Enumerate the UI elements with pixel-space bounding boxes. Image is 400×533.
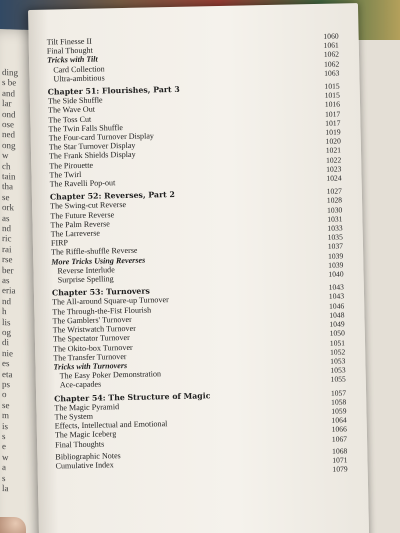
facing-page-text-fragment: ned bbox=[2, 129, 15, 140]
toc-page-number: 1039 bbox=[327, 251, 344, 261]
toc-entry-title: The Four-card Turnover Display bbox=[48, 131, 155, 143]
toc-page-number: 1048 bbox=[329, 310, 345, 320]
toc-entry-title: Effects, Intellectual and Emotional bbox=[54, 419, 168, 431]
thumb bbox=[0, 517, 26, 533]
toc-page-number: 1058 bbox=[330, 397, 347, 407]
toc-page-number: 1028 bbox=[326, 195, 343, 206]
facing-page-text-fragment: se bbox=[2, 399, 10, 411]
toc-entry-title: Tricks with Turnovers bbox=[53, 360, 128, 372]
toc-page-number: 1033 bbox=[327, 223, 343, 233]
facing-page-text-fragment: s bbox=[2, 431, 6, 442]
facing-page-text-fragment: rai bbox=[2, 243, 12, 255]
facing-page-text-fragment: rse bbox=[2, 254, 13, 265]
toc-entry-title: Card Collection bbox=[53, 64, 105, 75]
facing-page-text-fragment: s be bbox=[2, 77, 17, 88]
facing-page-text-fragment: as bbox=[2, 212, 10, 223]
toc-page-number: 1027 bbox=[326, 186, 342, 197]
facing-page-text-fragment: h bbox=[2, 306, 7, 317]
toc-entry-title: The Gamblers' Turnover bbox=[52, 314, 132, 326]
toc-entry-title: Final Thought bbox=[46, 45, 93, 56]
facing-page-text-fragment: ork bbox=[2, 202, 14, 213]
facing-page-text-fragment: ond bbox=[2, 108, 16, 120]
toc-page-number: 1068 bbox=[332, 446, 348, 456]
facing-page-text-fragment: nd bbox=[2, 223, 11, 234]
toc-entry-title: FIRP bbox=[50, 238, 69, 248]
toc-page-number: 1030 bbox=[326, 205, 343, 215]
toc-page-number: 1061 bbox=[323, 40, 339, 51]
toc-entry-title: The Toss Cut bbox=[48, 114, 92, 125]
toc-page-number: 1064 bbox=[331, 415, 347, 425]
facing-page-text-fragment: di bbox=[2, 337, 10, 348]
toc-page-number: 1019 bbox=[325, 127, 341, 137]
facing-page-text-fragment: lar bbox=[2, 98, 12, 109]
facing-page-text-fragment: ps bbox=[2, 379, 11, 390]
toc-page-number: 1021 bbox=[325, 145, 342, 156]
toc-entry-title: The Pirouette bbox=[49, 160, 94, 171]
facing-page-text-fragment: nie bbox=[2, 347, 13, 359]
toc-page-number: 1049 bbox=[329, 319, 345, 329]
toc-page-number: 1050 bbox=[329, 328, 345, 339]
toc-page-number: 1062 bbox=[323, 49, 340, 60]
toc-entry-title: Reverse Interlude bbox=[57, 265, 115, 276]
toc-page-number: 1062 bbox=[323, 59, 340, 69]
toc-page-number: 1067 bbox=[331, 433, 348, 444]
toc-entry-title: More Tricks Using Reverses bbox=[51, 255, 146, 267]
toc-entry-title: Tricks with Tilt bbox=[46, 54, 98, 66]
toc-page-number: 1043 bbox=[328, 291, 345, 302]
facing-page-text-fragment: es bbox=[2, 358, 10, 369]
facing-page-text-fragment: nd bbox=[2, 295, 11, 307]
toc-page-number: 1040 bbox=[328, 269, 344, 279]
facing-page-text-fragment: ong bbox=[2, 139, 16, 151]
toc-entry-title: The Wave Out bbox=[48, 105, 96, 116]
toc-entry-title: The Spectator Turnover bbox=[52, 333, 130, 344]
facing-page-text-fragment: ch bbox=[2, 160, 11, 171]
toc-entry-title: Ultra-ambitious bbox=[53, 73, 105, 84]
toc-entry-title: The Riffle-shuffle Reverse bbox=[50, 246, 138, 258]
toc-entry-title: The Transfer Turnover bbox=[53, 351, 127, 363]
toc-entry-title: Tilt Finesse II bbox=[46, 36, 92, 47]
facing-page-text-fragment: og bbox=[2, 327, 11, 338]
toc-entry-title: Cumulative Index bbox=[55, 460, 114, 471]
facing-page-text-fragment: o bbox=[2, 389, 7, 400]
toc-page-number: 1039 bbox=[328, 260, 344, 270]
toc-page-number: 1055 bbox=[330, 374, 346, 385]
toc-entry-title: The Ravelli Pop-out bbox=[49, 178, 116, 189]
toc-page-number: 1016 bbox=[324, 99, 341, 110]
toc-page-number: 1043 bbox=[328, 282, 344, 293]
toc-page-number: 1053 bbox=[330, 356, 346, 366]
toc-entry-title: Surprise Spelling bbox=[57, 274, 114, 285]
toc-entry-title: The Frank Shields Display bbox=[48, 150, 136, 162]
toc-page-number: 1053 bbox=[330, 365, 346, 375]
toc-entry-title: The Future Reverse bbox=[50, 209, 115, 221]
toc-page-number: 1015 bbox=[324, 81, 340, 91]
toc-entry-title: The Twin Falls Shuffle bbox=[48, 122, 124, 134]
toc-page-number: 1037 bbox=[327, 241, 344, 252]
toc-entry-title: Chapter 53: Turnovers bbox=[51, 286, 150, 298]
toc-entry-title: The Swing-cut Reverse bbox=[50, 200, 127, 212]
toc-page-number: 1052 bbox=[329, 347, 346, 357]
book-page bbox=[28, 3, 369, 533]
facing-page-text-fragment: ric bbox=[2, 233, 12, 244]
toc-entry-title: The Wristwatch Turnover bbox=[52, 323, 136, 335]
toc-entry-title: Chapter 54: The Structure of Magic bbox=[54, 390, 211, 404]
facing-page-text-fragment: tha bbox=[2, 181, 13, 192]
facing-page-text-fragment: la bbox=[2, 483, 9, 494]
facing-page-text-fragment: eta bbox=[2, 368, 13, 379]
toc-page-number: 1023 bbox=[326, 164, 342, 174]
facing-page-text-fragment: ber bbox=[2, 264, 14, 276]
facing-page-text-fragment: lis bbox=[2, 316, 11, 327]
toc-page-number: 1051 bbox=[329, 337, 346, 348]
toc-page-number: 1017 bbox=[325, 118, 341, 128]
toc-entry-title: The Star Turnover Display bbox=[48, 141, 136, 152]
facing-page-text-fragment: s bbox=[2, 472, 6, 483]
toc-page-number: 1060 bbox=[323, 31, 339, 41]
toc-page-number: 1071 bbox=[332, 455, 348, 465]
toc-page-number: 1059 bbox=[331, 406, 347, 416]
toc-entry-title: The Larreverse bbox=[50, 228, 100, 239]
facing-page-text-fragment: m bbox=[2, 410, 10, 421]
toc-entry-title: Ace-capades bbox=[59, 379, 102, 390]
toc-page-number: 1046 bbox=[328, 301, 345, 311]
toc-entry-title: Final Thoughts bbox=[55, 439, 105, 450]
toc-page-number: 1079 bbox=[332, 464, 348, 474]
toc-entry-title: Chapter 51: Flourishes, Part 3 bbox=[47, 84, 180, 97]
facing-page-text-fragment: eria bbox=[2, 285, 16, 296]
toc-entry-title: Bibliographic Notes bbox=[55, 450, 121, 462]
toc-entry-title: The All-around Square-up Turnover bbox=[52, 295, 169, 308]
facing-page-text-fragment: a bbox=[2, 462, 6, 473]
facing-page-text-fragment: is bbox=[2, 420, 9, 431]
facing-page-text-fragment: and bbox=[2, 87, 15, 99]
toc-page-number: 1017 bbox=[324, 109, 341, 119]
toc-page-number: 1057 bbox=[330, 387, 347, 398]
toc-entry-title: The Magic Pyramid bbox=[54, 401, 120, 413]
toc-entry-title: The Okito-box Turnover bbox=[53, 342, 133, 354]
toc-entry-title: The System bbox=[54, 411, 94, 422]
toc-page-number: 1063 bbox=[324, 68, 340, 78]
facing-page-text-fragment: se bbox=[2, 191, 10, 203]
facing-page-text-fragment: as bbox=[2, 275, 10, 286]
toc-page-number: 1035 bbox=[327, 232, 343, 243]
facing-page-text-fragment: w bbox=[2, 150, 9, 161]
toc-entry-title: The Twirl bbox=[49, 169, 82, 180]
toc-entry-title: Chapter 52: Reverses, Part 2 bbox=[49, 190, 175, 202]
toc-page-number: 1015 bbox=[324, 90, 340, 101]
facing-page-text-fragment: ding bbox=[2, 67, 19, 78]
toc-page-number: 1031 bbox=[327, 214, 343, 224]
toc-page-number: 1022 bbox=[325, 155, 342, 165]
facing-page-text-fragment: ose bbox=[2, 119, 14, 130]
toc-entry-title: The Through-the-Fist Flourish bbox=[52, 305, 152, 317]
toc-page-number: 1024 bbox=[326, 173, 342, 183]
facing-page-text-fragment: e bbox=[2, 441, 6, 452]
toc-entry-title: The Easy Poker Demonstration bbox=[59, 369, 162, 381]
toc-entry-title: The Magic Iceberg bbox=[54, 429, 117, 440]
toc-page-number: 1066 bbox=[331, 424, 347, 435]
facing-page-text-fragment: tain bbox=[2, 171, 16, 182]
toc-entry-title: The Side Shuffle bbox=[47, 95, 103, 106]
toc-entry-title: The Palm Reverse bbox=[50, 219, 110, 230]
facing-page-text-fragment: w bbox=[2, 451, 9, 463]
toc-page-number: 1020 bbox=[325, 136, 341, 147]
table-of-contents bbox=[47, 32, 348, 480]
